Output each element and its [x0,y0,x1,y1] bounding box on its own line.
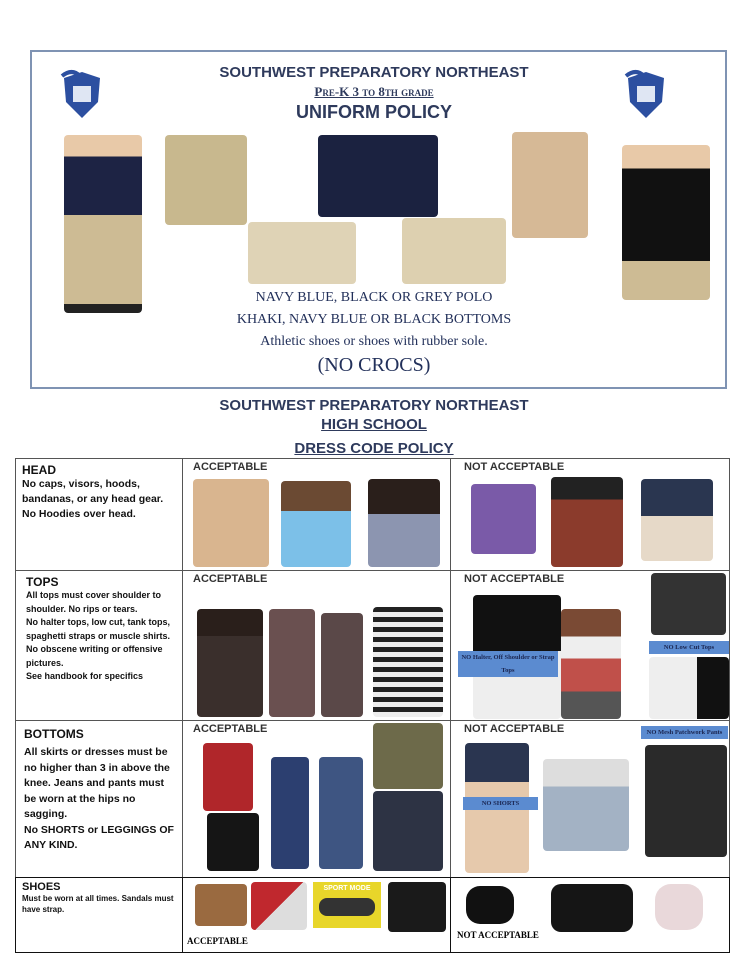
khaki-skirt-photo [402,218,506,284]
hs-level: HIGH SCHOOL [321,416,427,433]
acceptable-head-photo [368,479,440,567]
acceptable-head-photo [281,481,351,567]
acceptable-top-photo [373,607,443,717]
pants-photo [373,791,443,871]
head-heading: HEAD [22,463,57,477]
no-halter-tag: NO Halter, Off Shoulder or Strap Tops [458,651,558,677]
head-rule-cell [15,458,183,571]
head-acceptable-cell [182,458,451,571]
hat-photo [551,477,623,567]
sandal-photo [195,884,247,926]
uniform-rule-bottoms: KHAKI, NAVY BLUE OR BLACK BOTTOMS [236,312,512,327]
bottoms-acceptable-cell [182,720,451,878]
tops-text: All tops must cover shoulder to shoulder. No rips or tears. No halter tops, low cut, tank tops, spaghetti straps or muscle shirts. No obscene writing or offensive pictures. See handbook for specifics [26,590,171,681]
acceptable-head-photo [193,479,269,567]
grade-range: Pre-K 3 to 8th grade [314,84,434,99]
shoes-acceptable-label: ACCEPTABLE [187,936,248,946]
boy-uniform-photo [64,135,142,313]
bandana-photo [471,484,536,554]
acceptable-top-photo [321,613,363,717]
skirt-photo [207,813,259,871]
khaki-jumper-photo [512,132,588,238]
tops-heading: TOPS [26,575,59,589]
acceptable-label: ACCEPTABLE [193,573,268,585]
no-shorts-tag: NO SHORTS [463,797,538,810]
no-mesh-tag: NO Mesh Patchwork Pants [641,726,728,739]
navy-polo-photo [318,135,438,217]
low-cut-top-photo [651,573,726,635]
shoes-text: Must be worn at all times. Sandals must have strap. [22,894,174,914]
khaki-capris-photo [165,135,247,225]
pants-photo [373,723,443,789]
low-cut-top-photo [649,657,729,719]
no-crocs-note: (NO CROCS) [317,354,431,376]
shoes-acceptable-cell [182,877,451,953]
tops-rule-cell [15,570,183,721]
shoes-not-acceptable-cell [450,877,730,953]
jeans-photo [319,757,363,869]
head-not-acceptable-cell [450,458,730,571]
tops-acceptable-cell [182,570,451,721]
mesh-pants-photo [645,745,727,857]
shoes-heading: SHOES [22,881,61,893]
dress-photo [203,743,253,811]
not-acceptable-label: NOT ACCEPTABLE [464,461,565,473]
uniform-title: UNIFORM POLICY [296,102,452,122]
acceptable-label: ACCEPTABLE [193,461,268,473]
uniform-rule-polo: NAVY BLUE, BLACK OR GREY POLO [255,290,493,305]
acceptable-label: ACCEPTABLE [193,723,268,735]
slide-photo [466,886,514,924]
school-name: SOUTHWEST PREPARATORY NORTHEAST [219,64,529,81]
hs-school-name: SOUTHWEST PREPARATORY NORTHEAST [219,397,529,414]
sneaker-photo [251,882,307,930]
khaki-shorts-photo [248,222,356,284]
shoes-rule-cell [15,877,183,953]
jeans-photo [271,757,309,869]
not-acceptable-label: NOT ACCEPTABLE [464,573,565,585]
bottoms-text: All skirts or dresses must be no higher than 3 in above the knee. Jeans and pants must be worn at the hips no sagging. No SHORTS or LEGGINGS OF ANY KIND. [24,746,174,851]
shoes-not-acceptable-label: NOT ACCEPTABLE [457,930,539,940]
sagging-photo [543,759,629,851]
sport-mode-shoe-photo [313,882,381,928]
converse-photo [388,882,446,932]
sport-mode-label: SPORT MODE [323,885,371,892]
acceptable-top-photo [197,609,263,717]
tank-top-photo [561,609,621,719]
shoe-icon [319,898,375,916]
uniform-rule-shoes: Athletic shoes or shoes with rubber sole. [260,334,488,349]
dress-code-title: DRESS CODE POLICY [294,440,454,457]
no-low-cut-tag: NO Low Cut Tops [649,641,729,654]
bottoms-heading: BOTTOMS [24,727,84,741]
tops-not-acceptable-cell [450,570,730,721]
girl-uniform-photo [622,145,710,300]
slippers-photo [655,884,703,930]
slides-photo [551,884,633,932]
bottoms-not-acceptable-cell [450,720,730,878]
not-acceptable-label: NOT ACCEPTABLE [464,723,565,735]
bottoms-rule-cell [15,720,183,878]
head-text: No caps, visors, hoods, bandanas, or any head gear. No Hoodies over head. [22,478,164,520]
acceptable-top-photo [269,609,315,717]
cap-photo [641,479,713,561]
